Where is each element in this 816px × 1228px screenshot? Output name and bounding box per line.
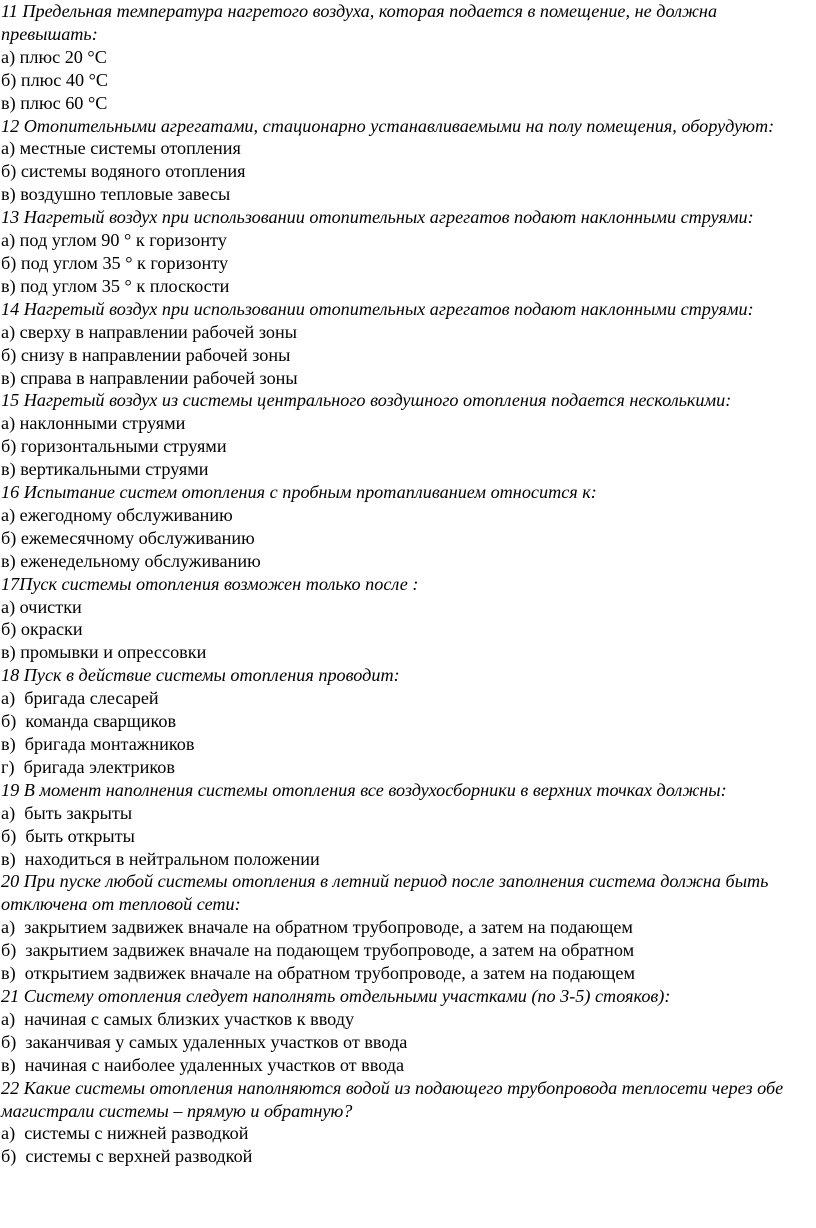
question-block: [1, 1077, 814, 1169]
question-block: [1, 985, 814, 1077]
question-text: 17Пуск системы отопления возможен только после :: [1, 573, 419, 594]
question-block: [1, 389, 814, 481]
answer-option: а) плюс 20 °С: [1, 46, 107, 67]
answer-option: б) снизу в направлении рабочей зоны: [1, 344, 291, 365]
question-text: 19 В момент наполнения системы отопления все воздухосборники в верхних точках должны:: [1, 779, 727, 800]
answer-option: в) под углом 35 ° к плоскости: [1, 275, 230, 296]
answer-option: а) под углом 90 ° к горизонту: [1, 230, 227, 251]
answer-option: в) воздушно тепловые завесы: [1, 184, 231, 205]
question-text: 18 Пуск в действие системы отопления проводит:: [1, 665, 400, 686]
answer-option: а) системы с нижней разводкой: [1, 1123, 249, 1144]
answer-option: б) под углом 35 ° к горизонту: [1, 252, 229, 273]
question-text: 20 При пуске любой системы отопления в летний период после заполнения система должна быть отключена от тепловой сети:: [1, 871, 769, 915]
answer-option: в) еженедельному обслуживанию: [1, 550, 261, 571]
answer-option: а) начиная с самых близких участков к вводу: [1, 1008, 355, 1029]
question-block: [1, 779, 814, 871]
question-block: [1, 298, 814, 390]
answer-option: б) плюс 40 °С: [1, 69, 109, 90]
question-text: 15 Нагретый воздух из системы центрального воздушного отопления подается несколькими:: [1, 390, 732, 411]
answer-option: в) бригада монтажников: [1, 734, 195, 754]
question-block: [1, 664, 814, 779]
answer-option: б) окраски: [1, 619, 83, 640]
answer-option: а) быть закрыты: [1, 802, 133, 823]
question-block: [1, 870, 814, 985]
answer-option: б) системы с верхней разводкой: [1, 1146, 253, 1167]
answer-option: в) вертикальными струями: [1, 459, 209, 480]
answer-option: в) находиться в нейтральном положении: [1, 848, 320, 869]
question-block: [1, 115, 814, 207]
answer-option: б) закрытием задвижек вначале на подающем трубопроводе, а затем на обратном: [1, 940, 635, 961]
answer-option: в) промывки и опрессовки: [1, 642, 207, 663]
answer-option: а) сверху в направлении рабочей зоны: [1, 321, 297, 342]
question-text: 12 Отопительными агрегатами, стационарно устанавливаемыми на полу помещения, оборудуют:: [1, 115, 775, 136]
answer-option: в) плюс 60 °С: [1, 92, 108, 113]
answer-option: б) горизонтальными струями: [1, 436, 227, 457]
question-text: 16 Испытание систем отопления с пробным протапливанием относится к:: [1, 482, 597, 503]
question-block: [1, 481, 814, 573]
question-text: 11 Предельная температура нагретого воздуха, которая подается в помещение, не должна превышать:: [1, 1, 718, 44]
answer-option: а) местные системы отопления: [1, 138, 241, 159]
question-text: 21 Систему отопления следует наполнять отдельными участками (по 3-5) стояков):: [1, 985, 671, 1006]
answer-option: а) закрытием задвижек вначале на обратном трубопроводе, а затем на подающем: [1, 917, 633, 938]
question-block: [1, 573, 814, 665]
answer-option: б) заканчивая у самых удаленных участков от ввода: [1, 1031, 408, 1052]
answer-option: а) наклонными струями: [1, 413, 186, 434]
answer-option: в) справа в направлении рабочей зоны: [1, 367, 298, 388]
answer-option: б) ежемесячному обслуживанию: [1, 527, 255, 548]
answer-option: б) команда сварщиков: [1, 711, 177, 732]
answer-option: а) ежегодному обслуживанию: [1, 504, 233, 525]
question-text: 14 Нагретый воздух при использовании отопительных агрегатов подают наклонными струями:: [1, 298, 754, 319]
answer-option: г) бригада электриков: [1, 756, 175, 777]
answer-option: в) начиная с наиболее удаленных участков от ввода: [1, 1054, 405, 1075]
question-text: 22 Какие системы отопления наполняются водой из подающего трубопровода теплосети через обе магистрали системы – прямую и обратную?: [1, 1077, 784, 1121]
answer-option: б) быть открыты: [1, 825, 135, 846]
answer-option: а) очистки: [1, 596, 82, 617]
question-text: 13 Нагретый воздух при использовании отопительных агрегатов подают наклонными струями:: [1, 207, 754, 228]
answer-option: а) бригада слесарей: [1, 688, 159, 709]
question-block: [1, 206, 814, 298]
answer-option: в) открытием задвижек вначале на обратном трубопроводе, а затем на подающем: [1, 963, 635, 984]
question-block: [1, 0, 814, 115]
answer-option: б) системы водяного отопления: [1, 161, 246, 182]
